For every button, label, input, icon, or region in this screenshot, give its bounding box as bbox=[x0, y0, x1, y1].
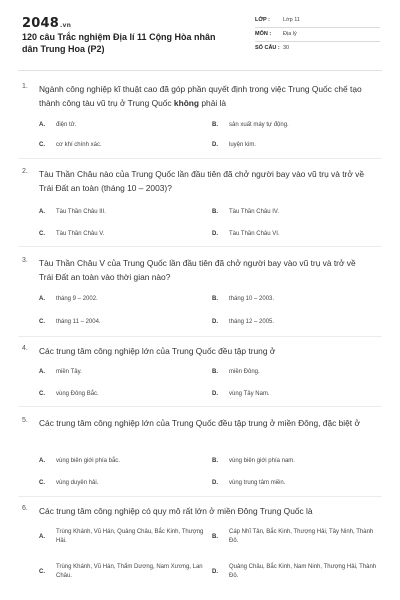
option-text: Tàu Thần Châu III. bbox=[56, 209, 106, 215]
question-text-part: Tàu Thần Châu V của Trung Quốc lần đầu tiên đã chở người bay vào vũ trụ và trở về Trái Đất an toàn vào thời gian nào? bbox=[39, 258, 356, 282]
meta-label: MÔN : bbox=[255, 31, 272, 37]
option-text: sản xuất máy tự động. bbox=[229, 122, 289, 128]
question-text-part: Các trung tâm công nghiệp lớn của Trung Quốc đều tập trung ở bbox=[39, 346, 276, 356]
option-text: vùng Đông Bắc. bbox=[56, 391, 99, 397]
question-divider bbox=[18, 406, 382, 407]
question-text-part: Tàu Thần Châu nào của Trung Quốc lần đầu tiên đã chở người bay vào vũ trụ và trở về Trái Đất an toàn (tháng 10 – 2003)? bbox=[39, 169, 365, 193]
option-text: Tàu Thần Châu VI. bbox=[229, 231, 280, 237]
meta-value: 30 bbox=[283, 45, 290, 51]
option-text: vùng biên giới phía nam. bbox=[229, 458, 295, 464]
option-text: vùng biên giới phía bắc. bbox=[56, 458, 120, 464]
option-letter: D. bbox=[212, 231, 218, 237]
question-divider bbox=[18, 496, 382, 497]
question-divider bbox=[18, 246, 382, 247]
question-text bbox=[39, 82, 369, 110]
logo-suffix: .vn bbox=[59, 22, 72, 29]
option-text: tháng 10 – 2003. bbox=[229, 296, 275, 302]
question-text-part: Các trung tâm công nghiệp lớn của Trung Quốc đều tập trung ở miền Đông, đặc biệt ở bbox=[39, 418, 360, 428]
option-letter: A. bbox=[39, 122, 45, 128]
option-text: điện tử. bbox=[56, 122, 77, 128]
option-text: Tàu Thần Châu IV. bbox=[229, 209, 280, 215]
option-letter: D. bbox=[212, 142, 218, 148]
option-text: miền Đông. bbox=[229, 369, 260, 375]
option-letter: B. bbox=[212, 296, 218, 302]
option-letter: C. bbox=[39, 142, 45, 148]
question-number: 5. bbox=[22, 417, 28, 424]
option-text: Trùng Khánh, Vũ Hán, Thẩm Dương, Nam Xương, Lan Châu. bbox=[56, 564, 203, 579]
option-text: tháng 11 – 2004. bbox=[56, 319, 101, 325]
option-letter: D. bbox=[212, 391, 218, 397]
option-letter: A. bbox=[39, 533, 45, 540]
option-text: Tàu Thần Châu V. bbox=[56, 231, 105, 237]
option-letter: B. bbox=[212, 369, 218, 375]
logo-text: 2048 bbox=[22, 16, 59, 31]
option-text: luyện kim. bbox=[229, 142, 257, 148]
option-letter: C. bbox=[39, 568, 45, 575]
question-emphasis: không bbox=[173, 98, 200, 108]
meta-value: Lớp 11 bbox=[283, 17, 300, 23]
question-divider bbox=[18, 336, 382, 337]
site-logo[interactable] bbox=[22, 16, 71, 31]
question-text bbox=[39, 167, 369, 195]
option-letter: B. bbox=[212, 533, 218, 540]
question-divider bbox=[18, 158, 382, 159]
option-letter: A. bbox=[39, 458, 45, 464]
meta-row-grade bbox=[255, 14, 380, 28]
option-text: tháng 9 – 2002. bbox=[56, 296, 98, 302]
option-letter: A. bbox=[39, 296, 45, 302]
question-text bbox=[39, 504, 369, 518]
question-number: 1. bbox=[22, 83, 28, 90]
question-text bbox=[39, 416, 369, 430]
question-text-part: phải là bbox=[199, 98, 227, 108]
option-text: vùng Tây Nam. bbox=[229, 391, 270, 397]
option-text: vùng trung tâm miền. bbox=[229, 480, 286, 486]
question-number: 3. bbox=[22, 257, 28, 264]
option-letter: D. bbox=[212, 319, 218, 325]
option-text: Cáp Nhĩ Tân, Bắc Kinh, Thượng Hải, Tây Ninh, Thành Đô. bbox=[229, 529, 374, 544]
option-text: vùng duyên hải. bbox=[56, 480, 99, 486]
option-letter: D. bbox=[212, 568, 218, 575]
option-letter: B. bbox=[212, 458, 218, 464]
option-letter: C. bbox=[39, 231, 45, 237]
option-text: cơ khí chính xác. bbox=[56, 142, 102, 148]
question-text-part: Các trung tâm công nghiệp có quy mô rất lớn ở miền Đông Trung Quốc là bbox=[39, 506, 313, 516]
question-text-part: Ngành công nghiệp kĩ thuật cao đã góp phần quyết định trong việc Trung Quốc chế tạo thành công tàu vũ trụ ở Trung Quốc bbox=[39, 84, 362, 108]
option-letter: A. bbox=[39, 209, 45, 215]
option-letter: D. bbox=[212, 480, 218, 486]
question-number: 4. bbox=[22, 345, 28, 352]
header-divider bbox=[18, 70, 382, 71]
option-letter: C. bbox=[39, 480, 45, 486]
option-letter: B. bbox=[212, 122, 218, 128]
option-letter: A. bbox=[39, 369, 45, 375]
option-letter: C. bbox=[39, 391, 45, 397]
document-title: 120 câu Trắc nghiệm Địa lí 11 Cộng Hòa nhân dân Trung Hoa (P2) bbox=[22, 32, 216, 54]
option-letter: C. bbox=[39, 319, 45, 325]
option-text: Quảng Châu, Bắc Kinh, Nam Ninh, Thượng Hải, Thành Đô. bbox=[229, 564, 377, 579]
meta-label: LỚP : bbox=[255, 17, 270, 23]
question-text bbox=[39, 344, 369, 358]
option-text: tháng 12 – 2005. bbox=[229, 319, 275, 325]
question-number: 2. bbox=[22, 168, 28, 175]
page-header bbox=[0, 0, 400, 62]
option-text: miền Tây. bbox=[56, 369, 82, 375]
meta-value: Địa lý bbox=[283, 31, 297, 37]
option-letter: B. bbox=[212, 209, 218, 215]
question-number: 6. bbox=[22, 505, 28, 512]
option-text: Trùng Khánh, Vũ Hán, Quảng Châu, Bắc Kinh, Thượng Hải. bbox=[56, 529, 204, 544]
question-text bbox=[39, 256, 369, 284]
meta-row-question-count bbox=[255, 42, 380, 56]
document-meta bbox=[255, 14, 380, 56]
meta-row-subject bbox=[255, 28, 380, 42]
meta-label: SỐ CÂU : bbox=[255, 45, 280, 51]
